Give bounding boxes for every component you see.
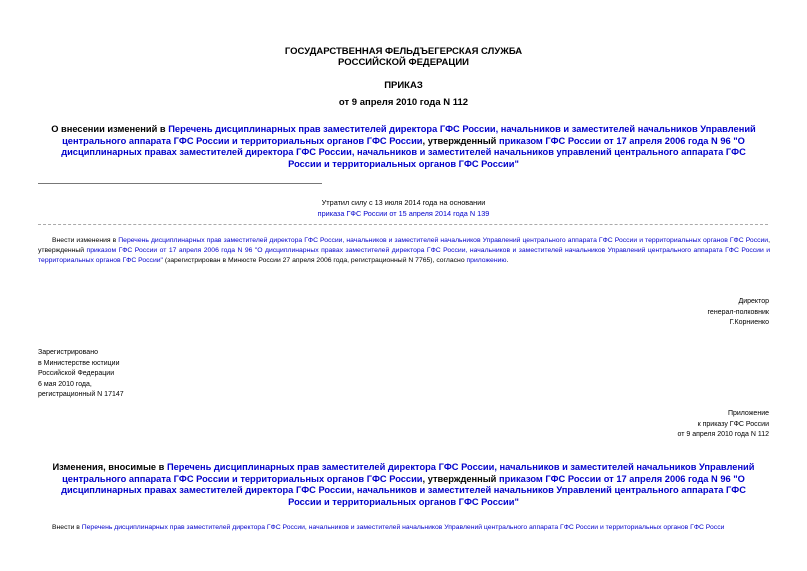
org-line-1: ГОСУДАРСТВЕННАЯ ФЕЛЬДЪЕГЕРСКАЯ СЛУЖБА bbox=[284, 46, 523, 57]
registration-block bbox=[38, 348, 124, 401]
body-text: . bbox=[506, 257, 509, 264]
registration-line: Российской Федерации bbox=[38, 370, 115, 377]
signer-rank: генерал-полковник bbox=[707, 308, 769, 316]
title-link-order[interactable]: приказом ГФС России от 17 апреля 2006 года N 96 "О дисциплинарных правах заместителей директора ГФС России, начальников и заместителей начальников Управлений центрального аппарата ГФС России и территориальных органов ГФС России" bbox=[61, 473, 746, 507]
body-link-order[interactable]: приказом ГФС России от 17 апреля 2006 года N 96 "О дисциплинарных правах заместителей директора ГФС России, начальников и заместителей начальников Управлений центрального аппарата ГФС России и территориальных органов ГФС России" bbox=[38, 247, 770, 264]
divider-dashed bbox=[38, 224, 768, 225]
body-text: , утвержденный bbox=[38, 237, 770, 254]
status-text: Утратил силу с 13 июля 2014 года на основании bbox=[321, 198, 486, 207]
title-middle: , утвержденный bbox=[422, 135, 499, 146]
title-prefix: Изменения, вносимые в bbox=[52, 462, 167, 472]
registration-line: в Министерстве юстиции bbox=[38, 359, 120, 367]
divider bbox=[38, 183, 322, 184]
signer-position: Директор bbox=[738, 298, 769, 305]
document-kind: ПРИКАЗ bbox=[384, 80, 423, 91]
body-text: Внести в bbox=[52, 524, 82, 531]
body-text: Внести изменения в bbox=[52, 237, 119, 244]
title-link-order[interactable]: приказом ГФС России от 17 апреля 2006 года N 96 "О дисциплинарных правах заместителей директора ГФС России, начальников и заместителей начальников управлений центрального аппарата ГФС России и территориальных органов ГФС России" bbox=[61, 135, 746, 169]
title-link-list[interactable]: Перечень дисциплинарных прав заместителей директора ГФС России, начальников и заместителей начальников Управлений центрального аппарата ГФС России и территориальных органов ГФС России bbox=[62, 462, 755, 484]
appendix-header bbox=[677, 409, 769, 441]
appendix-line: Приложение bbox=[727, 410, 769, 417]
signature-block bbox=[708, 297, 769, 329]
document-title bbox=[48, 124, 759, 170]
body-link-list[interactable]: Перечень дисциплинарных прав заместителей директора ГФС России, начальников и заместителей начальников Управлений центрального аппарата ГФС России и территориальных органов ГФС Росси bbox=[81, 524, 725, 531]
body-link-appendix[interactable]: приложению bbox=[466, 257, 507, 264]
organization-name bbox=[0, 46, 807, 68]
registration-line: 6 мая 2010 года, bbox=[38, 380, 92, 388]
title-prefix: О внесении изменений в bbox=[51, 124, 169, 134]
appendix-title bbox=[48, 462, 759, 508]
title-link-list[interactable]: Перечень дисциплинарных прав заместителей директора ГФС России, начальников и заместителей начальников Управлений центрального аппарата ГФС России и территориальных органов ГФС России bbox=[62, 124, 756, 146]
body-link-list[interactable]: Перечень дисциплинарных прав заместителей директора ГФС России, начальников и заместителей начальников Управлений центрального аппарата ГФС России и территориальных органов ГФС России bbox=[118, 237, 769, 244]
appendix-line: от 9 апреля 2010 года N 112 bbox=[677, 431, 769, 438]
body-text: (зарегистрирован в Минюсте России 27 апреля 2006 года, регистрационный N 7765), согласно bbox=[162, 257, 467, 264]
title-middle: , утвержденный bbox=[422, 473, 499, 484]
order-body bbox=[38, 236, 770, 266]
status-note bbox=[0, 197, 807, 219]
appendix-line: к приказу ГФС России bbox=[697, 420, 769, 428]
registration-line: Зарегистрировано bbox=[38, 349, 98, 356]
appendix-body bbox=[38, 523, 778, 533]
org-line-2: РОССИЙСКОЙ ФЕДЕРАЦИИ bbox=[337, 57, 469, 68]
signer-name: Г.Корниенко bbox=[729, 319, 769, 326]
document-date: от 9 апреля 2010 года N 112 bbox=[338, 97, 469, 108]
status-link[interactable]: приказа ГФС России от 15 апреля 2014 года N 139 bbox=[317, 209, 490, 218]
registration-line: регистрационный N 17147 bbox=[38, 391, 124, 398]
